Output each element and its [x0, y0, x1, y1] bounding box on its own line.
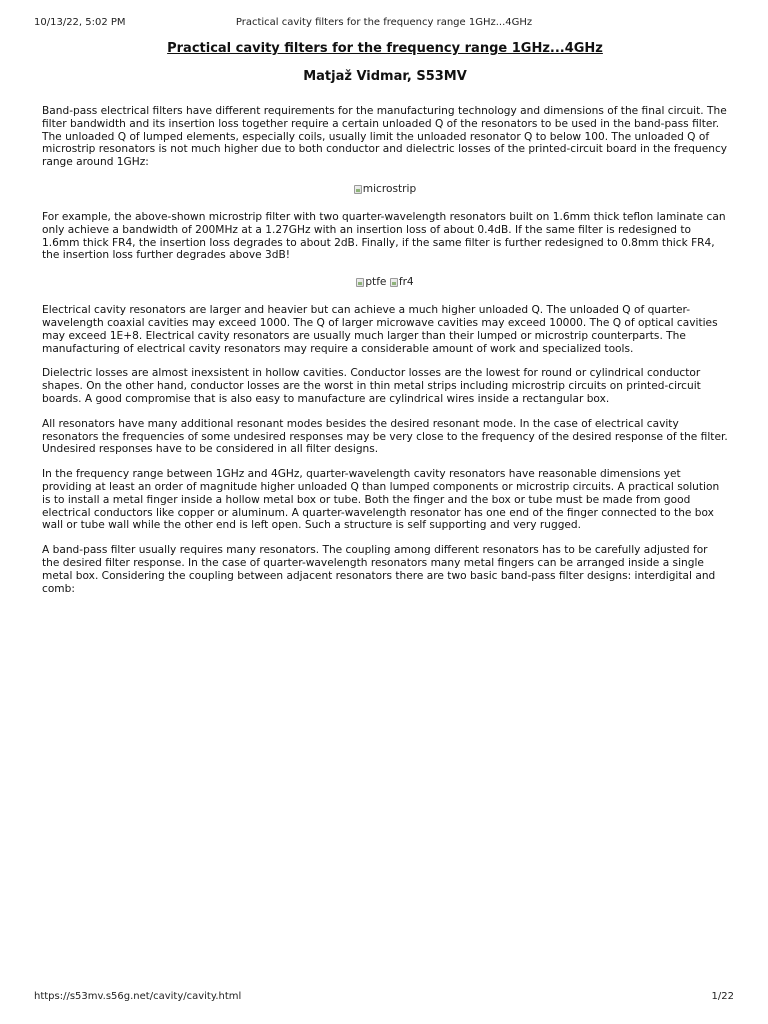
image-fr4	[390, 276, 414, 289]
broken-image-icon	[356, 278, 364, 287]
paragraph-band-pass: A band-pass filter usually requires many resonators. The coupling among different resonators has to be carefully adjusted for the desired filter response. In the case of quarter-wavelength resonators many metal fingers can be arranged inside a single metal box. Considering the coupling between adjacent resonators there are two basic band-pass filter designs: interdigital and comb:	[42, 544, 716, 595]
paragraph-example: For example, the above-shown microstrip filter with two quarter-wavelength resonators built on 1.6mm thick teflon laminate can only achieve a bandwidth of 200MHz at a 1.27GHz with an insertion loss of about 0.4dB. If the same filter is redesigned to 1.6mm thick FR4, the insertion loss degrades to about 2dB. Finally, if the same filter is further redesigned to 0.8mm thick FR4, the insertion loss further degrades above 3dB!	[42, 210, 726, 262]
broken-image-icon	[390, 278, 398, 287]
article-title: Practical cavity filters for the frequency range 1GHz...4GHz	[167, 41, 603, 56]
print-datetime: 10/13/22, 5:02 PM	[34, 17, 126, 28]
image-ptfe	[356, 276, 386, 289]
paragraph-losses: Dielectric losses are almost inexsistent in hollow cavities. Conductor losses are the lowest for round or cylindrical conductor shapes. On the other hand, conductor losses are the worst in thin metal strips including microstrip circuits on printed-circuit boards. A good compromise that is also easy to manufacture are cylindrical wires inside a rectangular box.	[42, 367, 701, 405]
image-alt-text: fr4	[398, 276, 414, 289]
image-alt-text: microstrip	[362, 182, 417, 195]
print-doc-title: Practical cavity filters for the frequency range 1GHz...4GHz	[235, 17, 533, 28]
figure-laminates	[42, 276, 728, 291]
print-url: https://s53mv.s56g.net/cavity/cavity.html	[34, 991, 242, 1002]
article	[42, 40, 728, 595]
page-number: 1/22	[711, 991, 734, 1002]
paragraph-intro: Band-pass electrical filters have different requirements for the manufacturing technology and dimensions of the final circuit. The filter bandwidth and its insertion loss together require a certain unloaded Q of the resonators to be used in the band-pass filter. The unloaded Q of lumped elements, especially coils, usually limit the unloaded resonator Q to below 100. The unloaded Q of microstrip resonators is not much higher due to both conductor and dielectric losses of the printed-circuit board in the frequency range around 1GHz:	[42, 105, 728, 169]
broken-image-icon	[354, 185, 362, 194]
article-author: Matjaž Vidmar, S53MV	[303, 69, 467, 84]
paragraph-frequency-range: In the frequency range between 1GHz and 4GHz, quarter-wavelength cavity resonators have reasonable dimensions yet providing at least an order of magnitude higher unloaded Q than lumped components or microstrip circuits. A practical solution is to install a metal finger inside a hollow metal box or tube. Both the finger and the box or tube must be made from good electrical conductors like copper or aluminum. A quarter-wavelength resonator has one end of the finger connected to the box wall or tube wall while the other end is left open. Such a structure is self supporting and very rugged.	[42, 468, 720, 532]
paragraph-resonant-modes: All resonators have many additional resonant modes besides the desired resonant mode. In the case of electrical cavity resonators the frequencies of some undesired responses may be very close to the frequency of the desired response of the filter. Undesired responses have to be considered in all filter designs.	[42, 417, 728, 456]
paragraph-cavity-resonators: Electrical cavity resonators are larger and heavier but can achieve a much higher unloaded Q. The unloaded Q of quarter-wavelength coaxial cavities may exceed 1000. The Q of larger microwave cavities may exceed 10000. The Q of optical cavities may exceed 1E+8. Electrical cavity resonators are usually much larger than their lumped or microstrip counterparts. The manufacturing of electrical cavity resonators may require a considerable amount of work and specialized tools.	[42, 304, 718, 355]
print-header	[34, 16, 734, 30]
image-alt-text: ptfe	[365, 276, 387, 289]
image-microstrip	[354, 183, 416, 196]
figure-microstrip	[42, 183, 728, 198]
print-footer	[34, 990, 734, 1004]
